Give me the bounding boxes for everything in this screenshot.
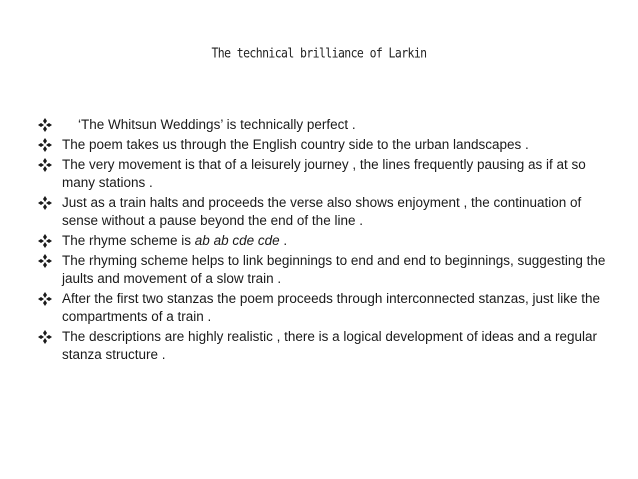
bullet-text: The rhyming scheme helps to link beginnings to end and end to beginnings, suggesting the jaults and movement of a slow train . — [62, 253, 606, 286]
bullet-text: After the first two stanzas the poem proceeds through interconnected stanzas, just like the compartments of a train . — [62, 291, 601, 324]
bullet-item — [38, 116, 608, 134]
bullet-item — [38, 232, 608, 250]
bullet-text: The poem takes us through the English country side to the urban landscapes . — [62, 137, 529, 152]
four-diamond-bullet-icon — [38, 118, 52, 132]
four-diamond-bullet-icon — [38, 234, 52, 248]
bullet-text: ‘The Whitsun Weddings’ is technically perfect . — [78, 117, 356, 132]
bullet-text: The descriptions are highly realistic , there is a logical development of ideas and a regular stanza structure . — [62, 329, 598, 362]
four-diamond-bullet-icon — [38, 292, 52, 306]
bullet-item — [38, 156, 608, 192]
slide-title: The technical brilliance of Larkin — [211, 44, 427, 62]
bullet-item — [38, 328, 608, 364]
bullet-list — [38, 116, 608, 366]
four-diamond-bullet-icon — [38, 254, 52, 268]
bullet-text: Just as a train halts and proceeds the verse also shows enjoyment , the continuation of sense without a pause beyond the end of the line . — [62, 195, 582, 228]
bullet-text-pre: The rhyme scheme is — [62, 233, 195, 248]
four-diamond-bullet-icon — [38, 196, 52, 210]
bullet-text-post: . — [279, 233, 288, 248]
four-diamond-bullet-icon — [38, 138, 52, 152]
bullet-text: The very movement is that of a leisurely journey , the lines frequently pausing as if at so many stations . — [62, 157, 586, 190]
bullet-item — [38, 136, 608, 154]
bullet-item — [38, 252, 608, 288]
bullet-item — [38, 290, 608, 326]
four-diamond-bullet-icon — [38, 158, 52, 172]
bullet-item — [38, 194, 608, 230]
four-diamond-bullet-icon — [38, 330, 52, 344]
rhyme-scheme-italic: ab ab cde cde — [194, 233, 280, 248]
